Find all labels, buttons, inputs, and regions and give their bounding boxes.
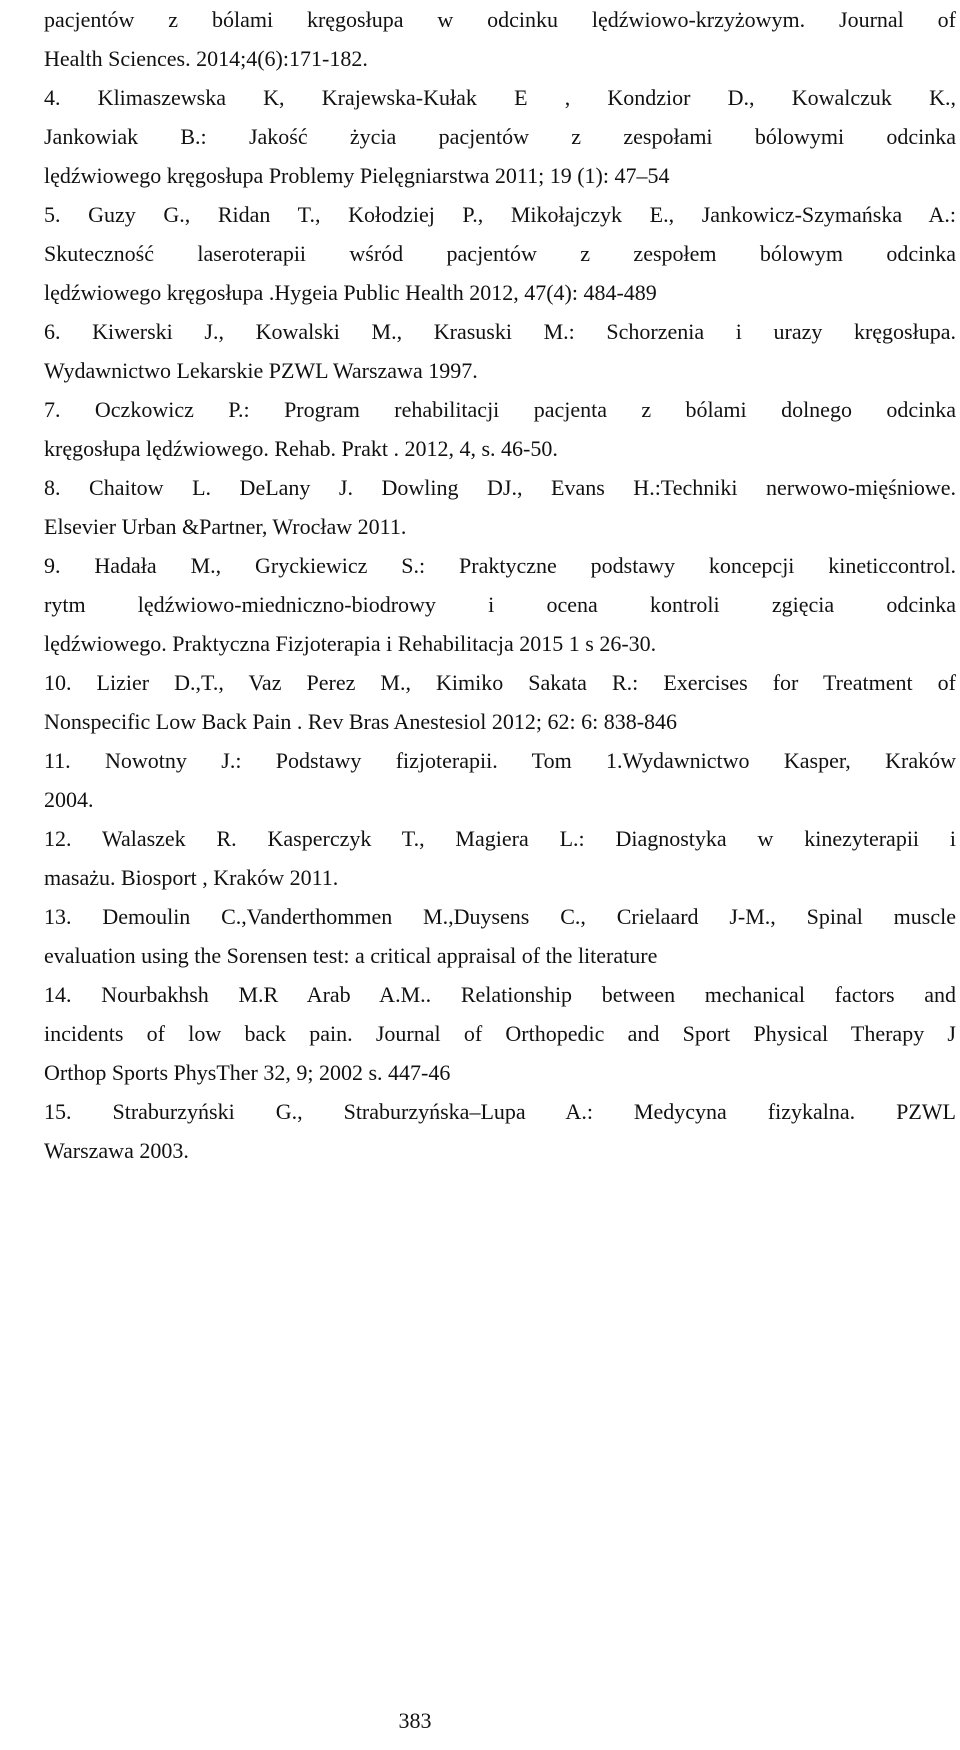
reference-line: 2004. [44, 787, 94, 812]
reference-line: 5. Guzy G., Ridan T., Kołodziej P., Mikołajczyk E., Jankowicz-Szymańska A.: [44, 202, 956, 227]
reference-line: lędźwiowego. Praktyczna Fizjoterapia i Rehabilitacja 2015 1 s 26-30. [44, 631, 657, 656]
reference-line: evaluation using the Sorensen test: a critical appraisal of the literature [44, 943, 658, 968]
reference-line: 9. Hadała M., Gryckiewicz S.: Praktyczne podstawy koncepcji kineticcontrol. [44, 553, 956, 578]
reference-line: 13. Demoulin C.,Vanderthommen M.,Duysens C., Crielaard J-M., Spinal muscle [44, 904, 956, 929]
reference-line: rytm lędźwiowo-miedniczno-biodrowy i ocena kontroli zgięcia odcinka [44, 592, 956, 617]
reference-line: 7. Oczkowicz P.: Program rehabilitacji pacjenta z bólami dolnego odcinka [44, 397, 956, 422]
reference-line: incidents of low back pain. Journal of Orthopedic and Sport Physical Therapy J [44, 1021, 956, 1046]
reference-line: kręgosłupa lędźwiowego. Rehab. Prakt . 2012, 4, s. 46-50. [44, 436, 558, 461]
reference-line: Jankowiak B.: Jakość życia pacjentów z zespołami bólowymi odcinka [44, 124, 956, 149]
reference-line: 6. Kiwerski J., Kowalski M., Krasuski M.: Schorzenia i urazy kręgosłupa. [44, 319, 956, 344]
reference-line: 10. Lizier D.,T., Vaz Perez M., Kimiko Sakata R.: Exercises for Treatment of [44, 670, 956, 695]
reference-list [44, 0, 956, 1170]
reference-line: 8. Chaitow L. DeLany J. Dowling DJ., Evans H.:Techniki nerwowo-mięśniowe. [44, 475, 956, 500]
reference-line: 12. Walaszek R. Kasperczyk T., Magiera L.: Diagnostyka w kinezyterapii i [44, 826, 956, 851]
reference-line: Elsevier Urban &Partner, Wrocław 2011. [44, 514, 407, 539]
reference-line: Orthop Sports PhysTher 32, 9; 2002 s. 447-46 [44, 1060, 451, 1085]
reference-line: lędźwiowego kręgosłupa .Hygeia Public Health 2012, 47(4): 484-489 [44, 280, 657, 305]
reference-line: 4. Klimaszewska K, Krajewska-Kułak E , Kondzior D., Kowalczuk K., [44, 85, 956, 110]
reference-line: 15. Straburzyński G., Straburzyńska–Lupa A.: Medycyna fizykalna. PZWL [44, 1099, 956, 1124]
reference-line: Nonspecific Low Back Pain . Rev Bras Anestesiol 2012; 62: 6: 838-846 [44, 709, 678, 734]
reference-line: 14. Nourbakhsh M.R Arab A.M.. Relationship between mechanical factors and [44, 982, 956, 1007]
reference-line: lędźwiowego kręgosłupa Problemy Pielęgniarstwa 2011; 19 (1): 47–54 [44, 163, 670, 188]
reference-line: Warszawa 2003. [44, 1138, 189, 1163]
reference-line: masażu. Biosport , Kraków 2011. [44, 865, 339, 890]
reference-line: 11. Nowotny J.: Podstawy fizjoterapii. Tom 1.Wydawnictwo Kasper, Kraków [44, 748, 956, 773]
reference-line: Skuteczność laseroterapii wśród pacjentów z zespołem bólowym odcinka [44, 241, 956, 266]
reference-line: pacjentów z bólami kręgosłupa w odcinku lędźwiowo-krzyżowym. Journal of [44, 7, 956, 32]
reference-line: Health Sciences. 2014;4(6):171-182. [44, 46, 368, 71]
reference-line: Wydawnictwo Lekarskie PZWL Warszawa 1997. [44, 358, 478, 383]
page-number: 383 [398, 1708, 432, 1733]
